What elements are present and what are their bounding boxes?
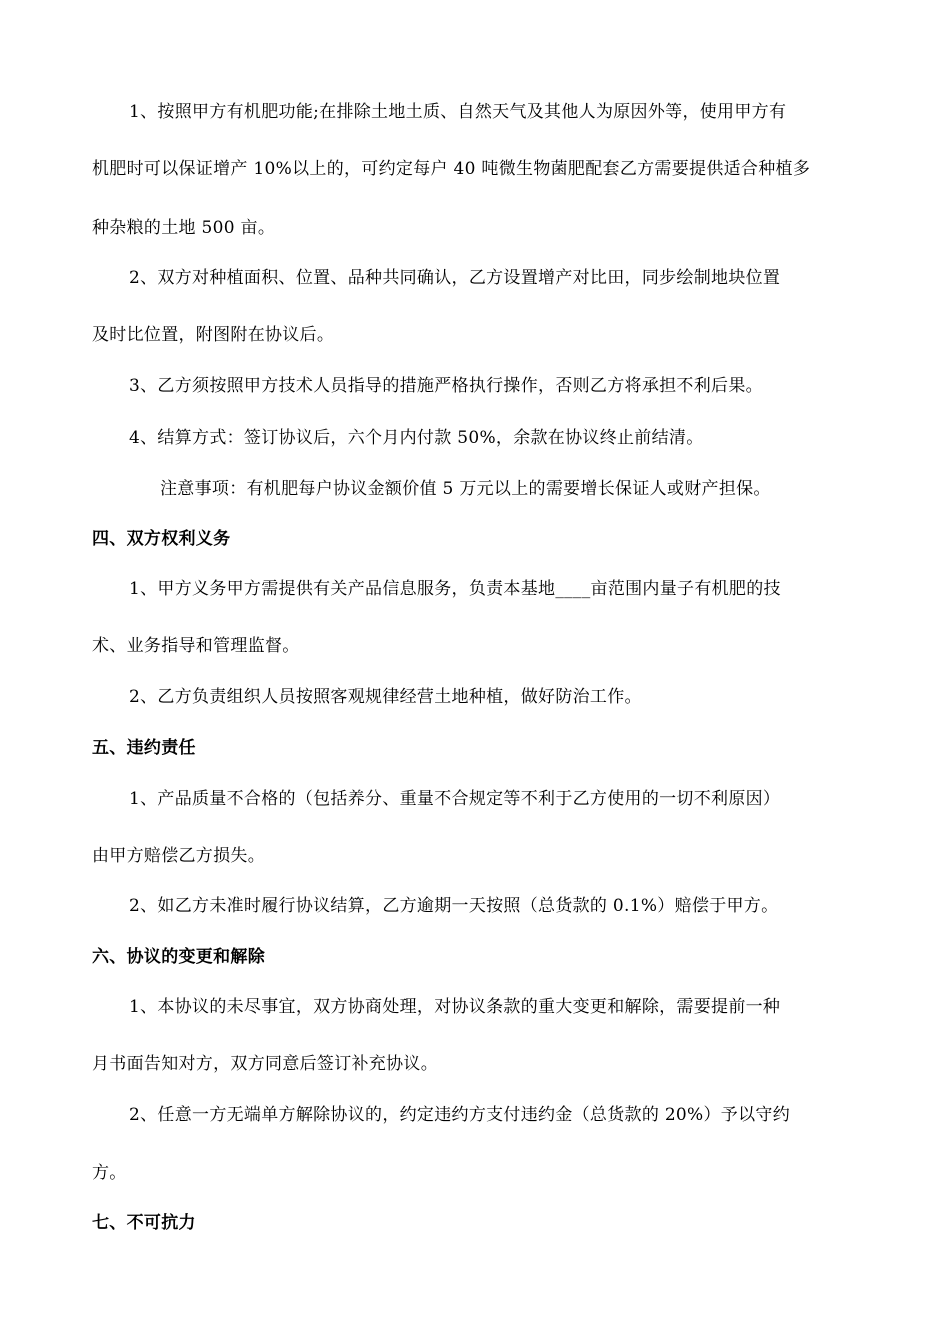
paragraph-line: 1、按照甲方有机肥功能;在排除土地土质、自然天气及其他人为原因外等，使用甲方有 xyxy=(129,102,787,122)
paragraph-line: 种杂粮的土地 500 亩。 xyxy=(92,218,276,238)
section-heading: 六、协议的变更和解除 xyxy=(92,947,265,967)
paragraph-line: 2、乙方负责组织人员按照客观规律经营土地种植，做好防治工作。 xyxy=(129,687,642,707)
paragraph-line: 术、业务指导和管理监督。 xyxy=(92,636,300,656)
paragraph-line: 2、任意一方无端单方解除协议的，约定违约方支付违约金（总货款的 20%）予以守约 xyxy=(129,1105,791,1125)
paragraph-line: 2、如乙方未准时履行协议结算，乙方逾期一天按照（总货款的 0.1%）赔偿于甲方。 xyxy=(129,896,779,916)
note-line: 注意事项：有机肥每户协议金额价值 5 万元以上的需要增长保证人或财产担保。 xyxy=(160,479,771,499)
paragraph-line: 4、结算方式：签订协议后，六个月内付款 50%，余款在协议终止前结清。 xyxy=(129,428,704,448)
paragraph-line: 月书面告知对方，双方同意后签订补充协议。 xyxy=(92,1054,438,1074)
paragraph-line: 方。 xyxy=(92,1163,127,1183)
paragraph-line: 及时比位置，附图附在协议后。 xyxy=(92,325,335,345)
section-heading: 五、违约责任 xyxy=(92,738,196,758)
paragraph-line: 3、乙方须按照甲方技术人员指导的措施严格执行操作，否则乙方将承担不利后果。 xyxy=(129,376,763,396)
paragraph-line: 2、双方对种植面积、位置、品种共同确认，乙方设置增产对比田，同步绘制地块位置 xyxy=(129,268,781,288)
paragraph-line: 1、甲方义务甲方需提供有关产品信息服务，负责本基地____亩范围内量子有机肥的技 xyxy=(129,579,781,599)
paragraph-line: 机肥时可以保证增产 10%以上的，可约定每户 40 吨微生物菌肥配套乙方需要提供适合种植多 xyxy=(92,159,811,179)
paragraph-line: 1、产品质量不合格的（包括养分、重量不合规定等不利于乙方使用的一切不利原因） xyxy=(129,789,781,809)
section-heading: 四、双方权利义务 xyxy=(92,529,231,549)
section-heading: 七、不可抗力 xyxy=(92,1213,196,1233)
paragraph-line: 由甲方赔偿乙方损失。 xyxy=(92,846,265,866)
paragraph-line: 1、本协议的未尽事宜，双方协商处理，对协议条款的重大变更和解除，需要提前一种 xyxy=(129,997,781,1017)
